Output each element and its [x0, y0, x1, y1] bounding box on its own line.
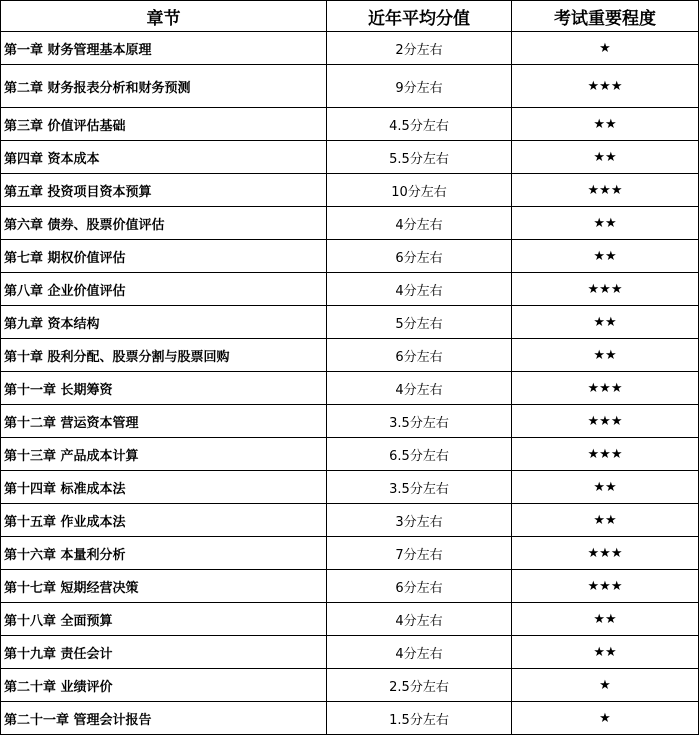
table-row	[1, 570, 699, 603]
importance-cell: ★★★	[512, 372, 699, 405]
importance-cell: ★★★	[512, 273, 699, 306]
score-cell: 3分左右	[327, 504, 512, 537]
score-cell: 6.5分左右	[327, 438, 512, 471]
importance-cell: ★	[512, 32, 699, 65]
chapter-cell: 第十七章 短期经营决策	[1, 570, 327, 603]
score-cell: 6分左右	[327, 240, 512, 273]
table-row	[1, 32, 699, 65]
score-cell: 5分左右	[327, 306, 512, 339]
chapter-cell: 第十三章 产品成本计算	[1, 438, 327, 471]
chapter-cell: 第七章 期权价值评估	[1, 240, 327, 273]
importance-cell: ★★★	[512, 537, 699, 570]
header-average-score: 近年平均分值	[327, 1, 512, 32]
chapter-cell: 第十二章 营运资本管理	[1, 405, 327, 438]
table-row	[1, 372, 699, 405]
chapter-cell: 第五章 投资项目资本预算	[1, 174, 327, 207]
importance-cell: ★★	[512, 240, 699, 273]
score-cell: 4分左右	[327, 207, 512, 240]
chapter-cell: 第八章 企业价值评估	[1, 273, 327, 306]
score-cell: 4分左右	[327, 273, 512, 306]
table-row	[1, 108, 699, 141]
table-row	[1, 141, 699, 174]
score-cell: 6分左右	[327, 339, 512, 372]
importance-cell: ★★	[512, 207, 699, 240]
importance-cell: ★★	[512, 339, 699, 372]
importance-cell: ★★★	[512, 438, 699, 471]
chapter-cell: 第十六章 本量利分析	[1, 537, 327, 570]
importance-cell: ★★★	[512, 570, 699, 603]
score-cell: 2.5分左右	[327, 669, 512, 702]
importance-cell: ★★★	[512, 174, 699, 207]
importance-cell: ★★★	[512, 65, 699, 108]
importance-cell: ★★	[512, 306, 699, 339]
table-row	[1, 471, 699, 504]
chapter-cell: 第十一章 长期筹资	[1, 372, 327, 405]
score-cell: 2分左右	[327, 32, 512, 65]
header-importance: 考试重要程度	[512, 1, 699, 32]
table-row	[1, 702, 699, 735]
score-cell: 6分左右	[327, 570, 512, 603]
score-cell: 5.5分左右	[327, 141, 512, 174]
score-cell: 7分左右	[327, 537, 512, 570]
importance-cell: ★	[512, 702, 699, 735]
importance-cell: ★★	[512, 636, 699, 669]
score-cell: 4分左右	[327, 372, 512, 405]
table-row	[1, 207, 699, 240]
table-row	[1, 174, 699, 207]
table-row	[1, 405, 699, 438]
header-chapter: 章节	[1, 1, 327, 32]
score-cell: 3.5分左右	[327, 471, 512, 504]
importance-cell: ★★	[512, 108, 699, 141]
table-row	[1, 65, 699, 108]
chapter-cell: 第十九章 责任会计	[1, 636, 327, 669]
table-row	[1, 438, 699, 471]
chapter-cell: 第四章 资本成本	[1, 141, 327, 174]
chapter-cell: 第二十一章 管理会计报告	[1, 702, 327, 735]
chapter-cell: 第三章 价值评估基础	[1, 108, 327, 141]
table-row	[1, 636, 699, 669]
chapter-cell: 第十八章 全面预算	[1, 603, 327, 636]
table-row	[1, 603, 699, 636]
chapter-cell: 第二十章 业绩评价	[1, 669, 327, 702]
score-cell: 1.5分左右	[327, 702, 512, 735]
importance-cell: ★	[512, 669, 699, 702]
score-cell: 4分左右	[327, 603, 512, 636]
chapter-cell: 第十章 股利分配、股票分割与股票回购	[1, 339, 327, 372]
chapter-cell: 第九章 资本结构	[1, 306, 327, 339]
chapter-cell: 第六章 债券、股票价值评估	[1, 207, 327, 240]
importance-cell: ★★	[512, 603, 699, 636]
importance-cell: ★★	[512, 471, 699, 504]
chapter-cell: 第十五章 作业成本法	[1, 504, 327, 537]
score-cell: 10分左右	[327, 174, 512, 207]
chapter-cell: 第二章 财务报表分析和财务预测	[1, 65, 327, 108]
chapter-cell: 第十四章 标准成本法	[1, 471, 327, 504]
score-cell: 9分左右	[327, 65, 512, 108]
header-row	[1, 1, 699, 32]
table-row	[1, 339, 699, 372]
table-row	[1, 306, 699, 339]
score-cell: 3.5分左右	[327, 405, 512, 438]
importance-cell: ★★	[512, 504, 699, 537]
importance-cell: ★★	[512, 141, 699, 174]
table-row	[1, 504, 699, 537]
table-row	[1, 240, 699, 273]
score-cell: 4.5分左右	[327, 108, 512, 141]
table-row	[1, 537, 699, 570]
table-row	[1, 273, 699, 306]
score-cell: 4分左右	[327, 636, 512, 669]
chapter-cell: 第一章 财务管理基本原理	[1, 32, 327, 65]
importance-cell: ★★★	[512, 405, 699, 438]
table-row	[1, 669, 699, 702]
